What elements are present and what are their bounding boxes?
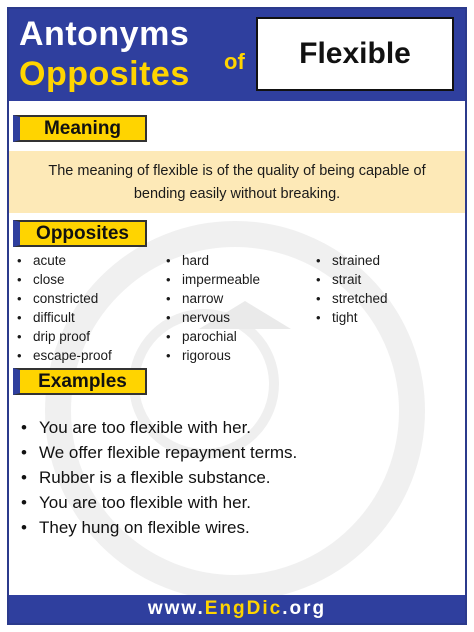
list-item: • narrow <box>164 289 260 308</box>
list-item: • nervous <box>164 308 260 327</box>
list-item: • close <box>15 270 112 289</box>
word-box <box>256 17 454 91</box>
list-item: • tight <box>314 308 388 327</box>
list-item: • hard <box>164 251 260 270</box>
meaning-label: Meaning <box>13 115 147 142</box>
example-sentence: • You are too flexible with her. <box>19 415 297 440</box>
list-item: • parochial <box>164 327 260 346</box>
list-item: • stretched <box>314 289 388 308</box>
opposites-label: Opposites <box>13 220 147 247</box>
list-item: • acute <box>15 251 112 270</box>
footer-domain: EngDic <box>204 598 283 619</box>
examples-label: Examples <box>13 368 147 395</box>
footer-prefix: www. <box>147 598 205 619</box>
list-item: • difficult <box>15 308 112 327</box>
list-item: • strained <box>314 251 388 270</box>
list-item: • drip proof <box>15 327 112 346</box>
example-sentence: • They hung on flexible wires. <box>19 515 297 540</box>
example-sentence: • We offer flexible repayment terms. <box>19 440 297 465</box>
opposites-column-1 <box>15 251 112 365</box>
examples-list <box>19 415 297 540</box>
list-item: • strait <box>314 270 388 289</box>
infographic-frame <box>7 7 467 625</box>
footer-suffix: .org <box>282 598 327 619</box>
list-item: • impermeable <box>164 270 260 289</box>
headword: Flexible <box>299 37 411 70</box>
header-banner <box>9 9 465 101</box>
list-item: • constricted <box>15 289 112 308</box>
example-sentence: • You are too flexible with her. <box>19 490 297 515</box>
example-sentence: • Rubber is a flexible substance. <box>19 465 297 490</box>
list-item: • rigorous <box>164 346 260 365</box>
opposites-column-2 <box>164 251 260 365</box>
meaning-line-1: The meaning of flexible is of the quality of being capable of <box>48 163 426 179</box>
meaning-line-2: bending easily without breaking. <box>133 186 341 202</box>
header-of: of <box>224 49 245 74</box>
header-title-opposites: Opposites <box>19 55 190 93</box>
meaning-text <box>21 160 453 206</box>
header-title-antonyms: Antonyms <box>19 15 190 53</box>
footer-website[interactable] <box>9 595 465 623</box>
opposites-column-3 <box>314 251 388 327</box>
list-item: • escape-proof <box>15 346 112 365</box>
